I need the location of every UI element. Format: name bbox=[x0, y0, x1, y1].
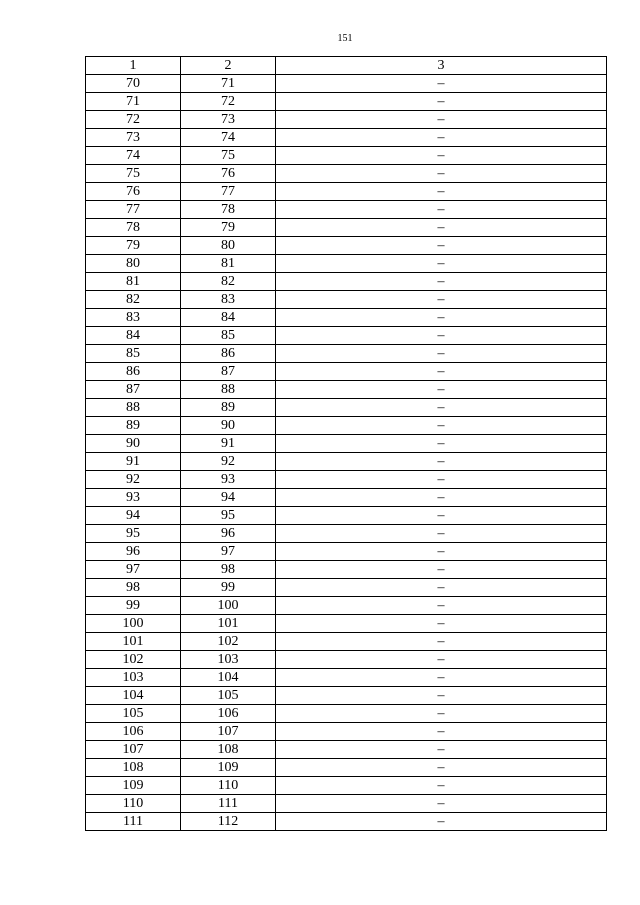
table-cell-col-3: – bbox=[276, 93, 607, 111]
table-row bbox=[86, 435, 607, 453]
table-row bbox=[86, 183, 607, 201]
table-cell-col-1: 79 bbox=[86, 237, 181, 255]
table-cell-col-2: 71 bbox=[181, 75, 276, 93]
table-cell-col-1: 97 bbox=[86, 561, 181, 579]
table-row bbox=[86, 813, 607, 831]
table-cell-col-3: – bbox=[276, 633, 607, 651]
table-row bbox=[86, 633, 607, 651]
table-body bbox=[86, 75, 607, 831]
table-cell-col-3: – bbox=[276, 543, 607, 561]
table-cell-col-1: 91 bbox=[86, 453, 181, 471]
table-cell-col-2: 109 bbox=[181, 759, 276, 777]
table-cell-col-2: 84 bbox=[181, 309, 276, 327]
table-cell-col-2: 77 bbox=[181, 183, 276, 201]
table-cell-col-1: 110 bbox=[86, 795, 181, 813]
table-cell-col-3: – bbox=[276, 597, 607, 615]
table-row bbox=[86, 579, 607, 597]
table-cell-col-3: – bbox=[276, 687, 607, 705]
table-cell-col-1: 93 bbox=[86, 489, 181, 507]
table-cell-col-3: – bbox=[276, 327, 607, 345]
table-row bbox=[86, 759, 607, 777]
table-cell-col-3: – bbox=[276, 147, 607, 165]
table-row bbox=[86, 399, 607, 417]
table-row bbox=[86, 219, 607, 237]
table-row bbox=[86, 507, 607, 525]
table-cell-col-1: 109 bbox=[86, 777, 181, 795]
table-cell-col-3: – bbox=[276, 75, 607, 93]
table-cell-col-3: – bbox=[276, 741, 607, 759]
table-row bbox=[86, 345, 607, 363]
column-header-2: 2 bbox=[181, 57, 276, 75]
table-cell-col-3: – bbox=[276, 435, 607, 453]
table-cell-col-1: 82 bbox=[86, 291, 181, 309]
table-cell-col-2: 95 bbox=[181, 507, 276, 525]
table-header bbox=[86, 57, 607, 75]
table-cell-col-2: 74 bbox=[181, 129, 276, 147]
table-row bbox=[86, 705, 607, 723]
table-row bbox=[86, 417, 607, 435]
table-row bbox=[86, 129, 607, 147]
table-cell-col-2: 104 bbox=[181, 669, 276, 687]
table-cell-col-2: 110 bbox=[181, 777, 276, 795]
table-cell-col-3: – bbox=[276, 813, 607, 831]
table-cell-col-1: 108 bbox=[86, 759, 181, 777]
table-cell-col-1: 76 bbox=[86, 183, 181, 201]
table-cell-col-3: – bbox=[276, 705, 607, 723]
table-cell-col-1: 73 bbox=[86, 129, 181, 147]
table-cell-col-2: 107 bbox=[181, 723, 276, 741]
table-cell-col-2: 101 bbox=[181, 615, 276, 633]
table-cell-col-3: – bbox=[276, 651, 607, 669]
table-row bbox=[86, 111, 607, 129]
table-cell-col-1: 94 bbox=[86, 507, 181, 525]
table-cell-col-2: 97 bbox=[181, 543, 276, 561]
table-cell-col-2: 92 bbox=[181, 453, 276, 471]
table-row bbox=[86, 453, 607, 471]
table-cell-col-3: – bbox=[276, 489, 607, 507]
table-row bbox=[86, 525, 607, 543]
table-cell-col-3: – bbox=[276, 777, 607, 795]
table-row bbox=[86, 597, 607, 615]
table-row bbox=[86, 363, 607, 381]
table-cell-col-3: – bbox=[276, 129, 607, 147]
table-row bbox=[86, 471, 607, 489]
page-number: 151 bbox=[337, 33, 353, 44]
table-cell-col-1: 104 bbox=[86, 687, 181, 705]
table-cell-col-3: – bbox=[276, 471, 607, 489]
table-cell-col-2: 82 bbox=[181, 273, 276, 291]
table-cell-col-2: 89 bbox=[181, 399, 276, 417]
table-cell-col-3: – bbox=[276, 111, 607, 129]
table-cell-col-1: 90 bbox=[86, 435, 181, 453]
table-cell-col-3: – bbox=[276, 165, 607, 183]
table-row bbox=[86, 75, 607, 93]
table-cell-col-1: 78 bbox=[86, 219, 181, 237]
table-cell-col-1: 84 bbox=[86, 327, 181, 345]
table-row bbox=[86, 561, 607, 579]
table-cell-col-2: 99 bbox=[181, 579, 276, 597]
table-cell-col-2: 76 bbox=[181, 165, 276, 183]
table-row bbox=[86, 147, 607, 165]
table-cell-col-3: – bbox=[276, 579, 607, 597]
table-cell-col-2: 112 bbox=[181, 813, 276, 831]
table-row bbox=[86, 615, 607, 633]
table-cell-col-2: 80 bbox=[181, 237, 276, 255]
table-cell-col-3: – bbox=[276, 381, 607, 399]
table-row bbox=[86, 723, 607, 741]
table-cell-col-3: – bbox=[276, 399, 607, 417]
table-cell-col-2: 111 bbox=[181, 795, 276, 813]
table-cell-col-1: 105 bbox=[86, 705, 181, 723]
table-cell-col-1: 80 bbox=[86, 255, 181, 273]
table-cell-col-1: 70 bbox=[86, 75, 181, 93]
table-cell-col-1: 107 bbox=[86, 741, 181, 759]
table-cell-col-1: 81 bbox=[86, 273, 181, 291]
table-cell-col-3: – bbox=[276, 453, 607, 471]
table-cell-col-1: 74 bbox=[86, 147, 181, 165]
table-cell-col-2: 91 bbox=[181, 435, 276, 453]
table-cell-col-2: 85 bbox=[181, 327, 276, 345]
table-cell-col-1: 95 bbox=[86, 525, 181, 543]
table-cell-col-3: – bbox=[276, 201, 607, 219]
table-cell-col-1: 111 bbox=[86, 813, 181, 831]
table-cell-col-1: 72 bbox=[86, 111, 181, 129]
table-cell-col-2: 83 bbox=[181, 291, 276, 309]
table-row bbox=[86, 165, 607, 183]
table-cell-col-2: 108 bbox=[181, 741, 276, 759]
table-cell-col-2: 100 bbox=[181, 597, 276, 615]
table-cell-col-2: 86 bbox=[181, 345, 276, 363]
table-cell-col-3: – bbox=[276, 615, 607, 633]
table-cell-col-2: 87 bbox=[181, 363, 276, 381]
table-row bbox=[86, 255, 607, 273]
table-cell-col-3: – bbox=[276, 417, 607, 435]
table-cell-col-2: 98 bbox=[181, 561, 276, 579]
table-row bbox=[86, 741, 607, 759]
table-cell-col-1: 71 bbox=[86, 93, 181, 111]
table-cell-col-2: 78 bbox=[181, 201, 276, 219]
table-cell-col-1: 96 bbox=[86, 543, 181, 561]
table-cell-col-3: – bbox=[276, 183, 607, 201]
table-row bbox=[86, 777, 607, 795]
table-row bbox=[86, 201, 607, 219]
table-cell-col-1: 77 bbox=[86, 201, 181, 219]
table-cell-col-1: 101 bbox=[86, 633, 181, 651]
table-cell-col-3: – bbox=[276, 273, 607, 291]
header-row bbox=[86, 57, 607, 75]
table-row bbox=[86, 93, 607, 111]
table-cell-col-3: – bbox=[276, 309, 607, 327]
table-cell-col-1: 75 bbox=[86, 165, 181, 183]
table-cell-col-2: 93 bbox=[181, 471, 276, 489]
table-row bbox=[86, 237, 607, 255]
table-cell-col-2: 105 bbox=[181, 687, 276, 705]
table-row bbox=[86, 651, 607, 669]
table-cell-col-2: 79 bbox=[181, 219, 276, 237]
table-cell-col-1: 106 bbox=[86, 723, 181, 741]
table-cell-col-2: 90 bbox=[181, 417, 276, 435]
table-cell-col-3: – bbox=[276, 237, 607, 255]
table-cell-col-3: – bbox=[276, 669, 607, 687]
table-cell-col-1: 98 bbox=[86, 579, 181, 597]
table-cell-col-3: – bbox=[276, 219, 607, 237]
data-table bbox=[85, 56, 607, 831]
table-cell-col-3: – bbox=[276, 291, 607, 309]
table-cell-col-1: 99 bbox=[86, 597, 181, 615]
table-cell-col-2: 106 bbox=[181, 705, 276, 723]
table-cell-col-2: 81 bbox=[181, 255, 276, 273]
table-row bbox=[86, 309, 607, 327]
table-cell-col-3: – bbox=[276, 345, 607, 363]
table-row bbox=[86, 669, 607, 687]
table-row bbox=[86, 273, 607, 291]
table-cell-col-1: 100 bbox=[86, 615, 181, 633]
table-row bbox=[86, 687, 607, 705]
table-cell-col-3: – bbox=[276, 759, 607, 777]
table-cell-col-3: – bbox=[276, 561, 607, 579]
table-cell-col-2: 103 bbox=[181, 651, 276, 669]
table-cell-col-3: – bbox=[276, 507, 607, 525]
table-cell-col-2: 72 bbox=[181, 93, 276, 111]
table-cell-col-1: 92 bbox=[86, 471, 181, 489]
table-cell-col-2: 73 bbox=[181, 111, 276, 129]
table-cell-col-3: – bbox=[276, 363, 607, 381]
table-cell-col-1: 88 bbox=[86, 399, 181, 417]
table-cell-col-1: 103 bbox=[86, 669, 181, 687]
table-cell-col-3: – bbox=[276, 795, 607, 813]
table-row bbox=[86, 489, 607, 507]
table-row bbox=[86, 381, 607, 399]
table-cell-col-2: 88 bbox=[181, 381, 276, 399]
table-row bbox=[86, 327, 607, 345]
column-header-1: 1 bbox=[86, 57, 181, 75]
table-cell-col-1: 83 bbox=[86, 309, 181, 327]
column-header-3: 3 bbox=[276, 57, 607, 75]
table-row bbox=[86, 543, 607, 561]
table-row bbox=[86, 291, 607, 309]
table-cell-col-3: – bbox=[276, 525, 607, 543]
table-cell-col-2: 102 bbox=[181, 633, 276, 651]
table-cell-col-1: 86 bbox=[86, 363, 181, 381]
table-cell-col-3: – bbox=[276, 723, 607, 741]
table-row bbox=[86, 795, 607, 813]
table-cell-col-1: 89 bbox=[86, 417, 181, 435]
table-cell-col-1: 85 bbox=[86, 345, 181, 363]
table-cell-col-1: 102 bbox=[86, 651, 181, 669]
table-cell-col-3: – bbox=[276, 255, 607, 273]
table-cell-col-2: 96 bbox=[181, 525, 276, 543]
table-cell-col-2: 94 bbox=[181, 489, 276, 507]
table-cell-col-1: 87 bbox=[86, 381, 181, 399]
table-cell-col-2: 75 bbox=[181, 147, 276, 165]
